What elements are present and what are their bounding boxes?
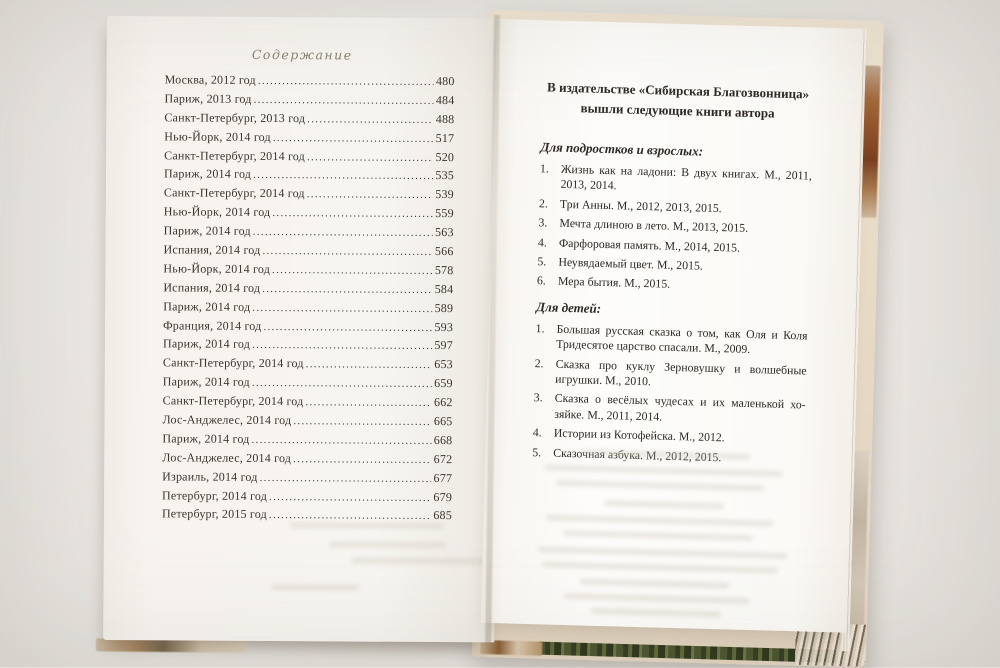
- toc-entry-page: 659: [434, 376, 453, 391]
- toc-entry-label: Санкт-Петербург, 2013 год: [164, 110, 306, 125]
- item-text: Неувядаемый цвет. М., 2015.: [558, 254, 704, 273]
- toc-entry-label: Лос-Анджелес, 2014 год: [162, 412, 292, 428]
- toc-leader-dots: [273, 130, 434, 146]
- toc-entry-page: 566: [434, 244, 454, 259]
- toc-entry-label: Израиль, 2014 год: [162, 469, 258, 484]
- item-text: Мечта длиною в лето. М., 2013, 2015.: [559, 215, 749, 236]
- toc-entry-page: 597: [434, 338, 454, 353]
- toc-leader-dots: [258, 73, 434, 89]
- bleed-through-text: [580, 578, 730, 588]
- toc-leader-dots: [254, 92, 434, 108]
- item-text: Три Анны. М., 2012, 2013, 2015.: [559, 196, 722, 215]
- toc-entry: [162, 431, 452, 452]
- book-list-item: [539, 196, 811, 219]
- publisher-heading: [541, 20, 815, 123]
- bleed-through-ornament: [271, 584, 359, 591]
- toc-entry: [164, 148, 454, 169]
- bleed-through-text: [538, 546, 788, 559]
- toc-entry-label: Франция, 2014 год: [163, 317, 262, 333]
- toc-entry-label: Петербург, 2014 год: [162, 487, 268, 503]
- toc-entry: [163, 318, 453, 339]
- toc-leader-dots: [272, 262, 433, 278]
- item-text: Сказка про куклу Зерновушку и волшебные игрушки. М., 2010.: [555, 356, 807, 389]
- toc-entry: [163, 393, 453, 414]
- item-number: 1.: [535, 321, 545, 336]
- toc-leader-dots: [263, 319, 432, 335]
- toc-entry-label: Испания, 2014 год: [163, 242, 261, 257]
- bleed-through-text: [542, 561, 778, 573]
- item-text: Сказка о весёлых чудесах и их маленькой хозяйке. М., 2011, 2014.: [554, 391, 806, 424]
- item-number: 6.: [536, 273, 546, 288]
- toc-entry: [163, 337, 453, 358]
- toc-entry-label: Москва, 2012 год: [164, 72, 256, 87]
- publisher-heading-line1: В издательстве «Сибирская Благозвонница»: [546, 79, 810, 102]
- bleed-through-text: [591, 608, 721, 618]
- cover-art-green-strip: [538, 642, 836, 663]
- toc-entry: [165, 72, 455, 93]
- item-number: 4.: [532, 425, 542, 440]
- toc-entry: [164, 223, 454, 244]
- toc-leader-dots: [260, 470, 432, 486]
- item-text: Мера бытия. М., 2015.: [557, 274, 671, 292]
- toc-entry-page: 584: [434, 281, 454, 296]
- publisher-content: [532, 20, 816, 471]
- toc-entry-page: 589: [434, 300, 454, 315]
- toc-leader-dots: [252, 337, 432, 353]
- toc-leader-dots: [252, 300, 432, 316]
- toc-header: Содержание: [251, 46, 353, 63]
- toc-leader-dots: [253, 224, 433, 240]
- book-list-item: [538, 215, 810, 238]
- toc-entry-label: Санкт-Петербург, 2014 год: [162, 355, 304, 371]
- toc-entry-label: Санкт-Петербург, 2014 год: [162, 393, 304, 409]
- toc-entry-label: Париж, 2014 год: [163, 166, 252, 182]
- toc-leader-dots: [293, 451, 432, 467]
- book-section: [532, 298, 808, 468]
- toc-entry-label: Париж, 2013 год: [164, 91, 252, 106]
- toc-entry-page: 672: [433, 451, 453, 466]
- item-number: 3.: [533, 390, 543, 405]
- toc-entry-label: Париж, 2014 год: [163, 223, 251, 239]
- left-page: [103, 16, 498, 642]
- toc-entry: [162, 450, 452, 471]
- book-list-item: [533, 391, 806, 429]
- toc-entry-page: 563: [435, 225, 454, 240]
- toc-leader-dots: [253, 167, 433, 183]
- toc-entry-page: 488: [435, 111, 455, 126]
- item-number: 2.: [534, 355, 544, 371]
- item-number: 3.: [538, 215, 548, 230]
- toc-entry-page: 480: [435, 74, 455, 89]
- toc-entry-page: 668: [433, 432, 453, 448]
- item-number: 4.: [537, 234, 548, 250]
- toc-entry-label: Париж, 2014 год: [162, 336, 251, 352]
- toc-leader-dots: [307, 187, 434, 203]
- toc-leader-dots: [272, 205, 433, 221]
- book-list-item: [535, 321, 808, 359]
- bleed-through-text: [329, 541, 447, 548]
- toc-entry: [164, 186, 454, 207]
- toc-entry-page: 653: [434, 357, 453, 372]
- toc-entry: [164, 91, 454, 112]
- item-text: Истории из Котофейска. М., 2012.: [553, 425, 725, 445]
- item-text: Жизнь как на ладони: В двух книгах. М., 2011, 2013, 2014.: [560, 161, 813, 193]
- toc-entry-label: Санкт-Петербург, 2014 год: [164, 147, 306, 163]
- book-list-item: [537, 254, 809, 277]
- toc-entry-label: Санкт-Петербург, 2014 год: [163, 185, 305, 201]
- section-title: Для подростков и взрослых:: [540, 139, 704, 159]
- toc-leader-dots: [262, 243, 433, 259]
- toc-leader-dots: [269, 489, 432, 505]
- toc-entry: [164, 242, 454, 263]
- toc-leader-dots: [307, 111, 434, 127]
- item-number: 5.: [532, 444, 542, 460]
- toc-leader-dots: [269, 507, 432, 523]
- toc-entry-label: Испания, 2014 год: [163, 280, 261, 295]
- item-text: Фарфоровая память. М., 2014, 2015.: [558, 235, 741, 255]
- toc-entry-label: Лос-Анджелес, 2014 год: [162, 450, 292, 465]
- toc-list: [162, 72, 455, 527]
- item-number: 1.: [539, 161, 550, 176]
- toc-entry: [162, 488, 452, 509]
- toc-entry-page: 559: [435, 206, 454, 221]
- toc-leader-dots: [262, 281, 433, 297]
- bleed-through-text: [563, 530, 753, 541]
- toc-entry-page: 679: [433, 489, 453, 504]
- toc-entry-label: Нью-Йорк, 2014 год: [164, 129, 271, 144]
- bleed-through-text: [563, 593, 749, 604]
- toc-entry-page: 520: [435, 149, 455, 164]
- toc-leader-dots: [305, 394, 432, 410]
- toc-entry: [163, 280, 453, 301]
- toc-leader-dots: [307, 149, 434, 165]
- toc-entry-page: 593: [434, 319, 454, 334]
- toc-entry-page: 685: [433, 508, 452, 523]
- bleed-through-text: [604, 500, 724, 509]
- item-number: 2.: [538, 196, 549, 211]
- book-list-item: [533, 425, 805, 448]
- toc-entry-page: 517: [435, 130, 455, 145]
- publisher-heading-line2: вышли следующие книги автора: [580, 99, 775, 121]
- toc-entry-page: 665: [433, 414, 453, 429]
- toc-leader-dots: [251, 432, 431, 448]
- toc-entry-label: Париж, 2014 год: [162, 374, 250, 390]
- book-section: [537, 138, 813, 296]
- toc-entry-label: Петербург, 2015 год: [161, 506, 267, 522]
- item-text: Сказочная азбука. М., 2012, 2015.: [553, 445, 722, 464]
- toc-entry-page: 539: [435, 187, 454, 202]
- bleed-through-text: [556, 480, 764, 492]
- toc-entry-label: Нью-Йорк, 2014 год: [163, 204, 271, 220]
- bleed-through-text: [545, 514, 773, 526]
- toc-entry: [164, 110, 454, 131]
- item-text: Большая русская сказка о том, как Оля и Коля Тридесятое царство спасали. М., 2009.: [556, 321, 808, 357]
- bleed-through-text: [352, 558, 494, 565]
- toc-entry-page: 662: [433, 395, 453, 410]
- toc-entry-page: 484: [435, 92, 455, 108]
- toc-entry: [164, 167, 454, 188]
- toc-entry-label: Париж, 2014 год: [162, 431, 250, 446]
- toc-entry-page: 535: [435, 168, 455, 183]
- toc-entry: [163, 299, 453, 320]
- toc-entry: [164, 129, 454, 150]
- toc-entry-label: Нью-Йорк, 2014 год: [163, 261, 271, 276]
- toc-entry: [162, 412, 452, 433]
- toc-leader-dots: [306, 357, 433, 373]
- right-page: [481, 19, 863, 633]
- section-title: Для детей:: [536, 299, 602, 316]
- toc-entry-page: 677: [433, 470, 453, 485]
- bleed-through-text: [289, 522, 444, 529]
- toc-entry-label: Париж, 2014 год: [163, 299, 251, 314]
- book-list-item: [537, 274, 809, 297]
- book-sections: [532, 138, 813, 467]
- toc-entry: [164, 205, 454, 226]
- toc-entry: [163, 375, 453, 396]
- toc-leader-dots: [293, 413, 432, 429]
- book-list-item: [534, 356, 807, 394]
- item-number: 5.: [537, 254, 547, 269]
- toc-leader-dots: [252, 375, 432, 391]
- toc-entry: [163, 261, 453, 282]
- toc-entry: [163, 356, 453, 377]
- toc-entry-page: 578: [434, 262, 454, 278]
- book-list-item: [538, 235, 810, 258]
- toc-entry: [162, 469, 452, 490]
- book-list-item: [539, 161, 812, 199]
